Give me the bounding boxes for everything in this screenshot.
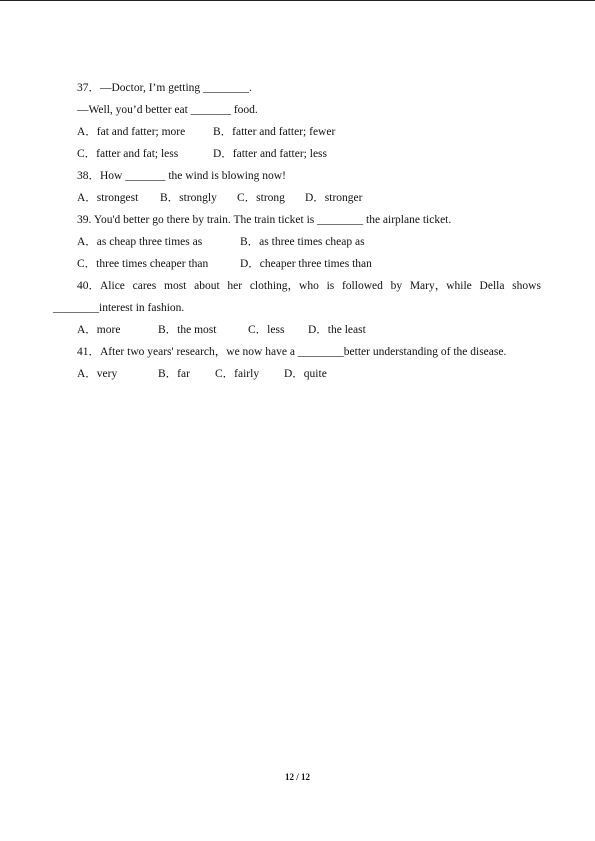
question-37-option-d[interactable]: D．fatter and fatter; less — [213, 148, 327, 160]
question-40-word: about — [194, 280, 220, 292]
page-number: 12 / 12 — [284, 772, 310, 782]
question-39-option-b[interactable]: B．as three times cheap as — [240, 236, 365, 248]
question-40-word: clothing，who — [249, 280, 319, 292]
question-39-option-d[interactable]: D．cheaper three times than — [240, 258, 372, 270]
question-40-stem — [77, 279, 541, 293]
question-40-word: is — [326, 280, 335, 292]
question-38-option-c[interactable]: C．strong — [237, 192, 285, 204]
question-40-word: most — [164, 280, 187, 292]
question-39-option-a[interactable]: A．as cheap three times as — [77, 236, 203, 248]
question-40-word: by — [390, 280, 403, 292]
question-38-option-b[interactable]: B．strongly — [160, 192, 217, 204]
question-40-option-d[interactable]: D．the least — [308, 324, 366, 336]
question-37-option-b[interactable]: B．fatter and fatter; fewer — [213, 126, 336, 138]
question-41-option-d[interactable]: D．quite — [284, 368, 327, 380]
question-41-option-c[interactable]: C．fairly — [215, 368, 260, 380]
question-41-stem: 41．After two years' research，we now have a ________better understanding of the disease. — [77, 346, 507, 358]
question-37-stem: 37．—Doctor, I’m getting ________. — [77, 82, 252, 94]
question-38-option-d[interactable]: D．stronger — [305, 192, 363, 204]
question-39-stem: 39. You'd better go there by train. The train ticket is ________ the airplane ticket. — [77, 214, 452, 226]
question-37-option-a[interactable]: A．fat and fatter; more — [77, 126, 186, 138]
top-border-rule — [0, 0, 595, 1]
question-40-word: Mary，while — [409, 280, 472, 292]
question-40-stem-continuation: ________interest in fashion. — [53, 302, 185, 314]
question-40-word: 40．Alice — [77, 280, 125, 292]
question-41-option-b[interactable]: B．far — [158, 368, 190, 380]
question-40-word: followed — [341, 280, 383, 292]
question-37-stem-reply: —Well, you’d better eat _______ food. — [77, 104, 258, 116]
question-38-option-a[interactable]: A．strongest — [77, 192, 139, 204]
question-41-option-a[interactable]: A．very — [77, 368, 118, 380]
question-40-word: her — [227, 280, 243, 292]
question-40-word: shows — [512, 280, 541, 292]
question-40-option-b[interactable]: B．the most — [158, 324, 217, 336]
question-40-word: Della — [479, 280, 505, 292]
question-39-option-c[interactable]: C．three times cheaper than — [77, 258, 209, 270]
question-40-option-c[interactable]: C．less — [248, 324, 285, 336]
question-37-option-c[interactable]: C．fatter and fat; less — [77, 148, 179, 160]
question-40-word: cares — [132, 280, 157, 292]
question-38-stem: 38．How _______ the wind is blowing now! — [77, 170, 286, 182]
question-40-option-a[interactable]: A．more — [77, 324, 121, 336]
